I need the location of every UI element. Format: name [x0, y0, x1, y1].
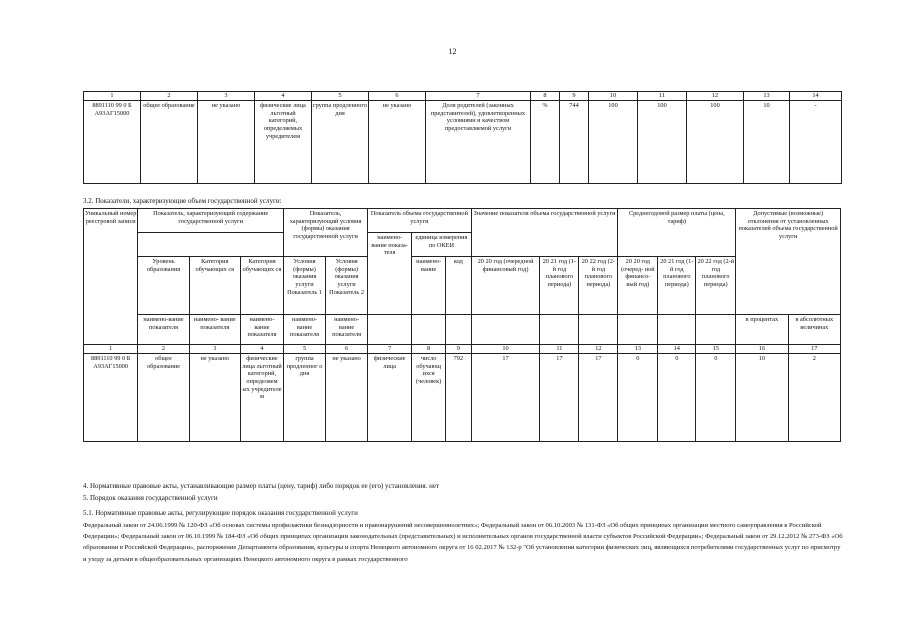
- table-cell: физические лица: [368, 354, 412, 442]
- header-education-level: Уровень образования: [138, 257, 189, 315]
- table-cell: группа продленног о дня: [284, 354, 326, 442]
- table-cell: физические лица льготный категорий, определяемых учредителем: [255, 101, 312, 184]
- header-content-spacer: [138, 233, 284, 257]
- header-absolute: в абсолютных величинах: [788, 315, 840, 345]
- col-number: 10: [589, 92, 638, 101]
- header-conditions-indicator: Показатель, характеризующий условия (формы) оказания государственной услуги: [284, 209, 368, 257]
- header-student-category-1: Категория обучающих ся: [189, 257, 240, 315]
- table-cell: 8891110 99 0 Б А93АГ15000: [84, 354, 138, 442]
- table-cell: Доля родителей (законных представителей), удовлетворенных условиями и качеством предоставляемой услуги: [426, 101, 531, 184]
- header-price-year-2020: 20 20 год (очеред- ной финансо- вый год): [618, 257, 658, 315]
- table-cell: 17: [579, 354, 618, 442]
- col-number: 3: [189, 345, 240, 354]
- col-number: 17: [788, 345, 840, 354]
- table-cell: 100: [589, 101, 638, 184]
- header-spacer: [540, 315, 579, 345]
- col-number: 4: [240, 345, 283, 354]
- header-indicator-name-3: наимено- вание показателя: [240, 315, 283, 345]
- header-year-2022: 20 22 год (2-й год планового периода): [579, 257, 618, 315]
- header-percent: в процентах: [736, 315, 788, 345]
- col-number: 15: [696, 345, 736, 354]
- header-unit-name: наимено- вание: [412, 257, 446, 315]
- table-cell: 100: [638, 101, 687, 184]
- col-number: 16: [736, 345, 788, 354]
- col-number: 9: [446, 345, 472, 354]
- table-cell: не указано: [326, 354, 368, 442]
- col-number: 7: [426, 92, 531, 101]
- col-number: 13: [744, 92, 790, 101]
- col-number: 8: [412, 345, 446, 354]
- table-cell: 2: [788, 354, 840, 442]
- header-unit-code: код: [446, 257, 472, 315]
- header-unique-number: Уникальный номер реестровой записи: [84, 209, 138, 345]
- header-spacer: [446, 315, 472, 345]
- header-content-indicator: Показатель, характеризующий содержание государственной услуги: [138, 209, 284, 233]
- col-number: 13: [618, 345, 658, 354]
- table-cell: 10: [736, 354, 788, 442]
- table-cell: -: [790, 101, 842, 184]
- header-condition-2: Условия (формы) оказания услуги Показатель 2: [326, 257, 368, 315]
- header-year-2020: 20 20 год (очередной финансовый год): [471, 257, 540, 315]
- header-spacer: [471, 315, 540, 345]
- header-year-2021: 20 21 год (1-й год планового периода): [540, 257, 579, 315]
- table-cell: 0: [658, 354, 696, 442]
- table-cell: 8891110 99 0 Б А93АГ15000: [84, 101, 141, 184]
- table-cell: 792: [446, 354, 472, 442]
- table-cell: 17: [540, 354, 579, 442]
- col-number: 10: [471, 345, 540, 354]
- table-cell: 17: [471, 354, 540, 442]
- table-cell: физические лица льготный категорий, определяем ых учредителе м: [240, 354, 283, 442]
- col-number: 2: [138, 345, 189, 354]
- header-volume-values: Значение показателя объема государственной услуги: [471, 209, 618, 257]
- col-number: 14: [658, 345, 696, 354]
- col-number: 14: [790, 92, 842, 101]
- header-indicator-name-2: наимено- вание показателя: [189, 315, 240, 345]
- table-cell: общее образование: [138, 354, 189, 442]
- header-indicator-name-1: наимено-вание показателя: [138, 315, 189, 345]
- table-cell: общее образование: [141, 101, 198, 184]
- col-number: 8: [531, 92, 560, 101]
- col-number: 5: [284, 345, 326, 354]
- header-indicator-name-4: наимено- вание показателя: [284, 315, 326, 345]
- table-cell: не указано: [369, 101, 426, 184]
- header-spacer: [579, 315, 618, 345]
- table-cell: число обучающ ихся (человек): [412, 354, 446, 442]
- table-cell: 744: [560, 101, 589, 184]
- table-cell: 100: [687, 101, 744, 184]
- col-number: 12: [687, 92, 744, 101]
- col-number: 4: [255, 92, 312, 101]
- header-unit-okei: единица измерения по ОКЕИ: [412, 233, 471, 257]
- header-indicator-name-5: наимено- вание показателя: [326, 315, 368, 345]
- quality-indicators-table: [83, 91, 842, 184]
- col-number: 6: [369, 92, 426, 101]
- section-5: 5. Порядок оказания государственной услуги: [83, 494, 218, 502]
- table-cell: не указано: [189, 354, 240, 442]
- table-row: [84, 354, 841, 442]
- header-spacer: [618, 315, 658, 345]
- section-5-1: 5.1. Нормативные правовые акты, регулирующие порядок оказания государственной услуги: [83, 509, 358, 517]
- table-cell: 0: [618, 354, 658, 442]
- col-number: 12: [579, 345, 618, 354]
- table-cell: группа продленного дня: [312, 101, 369, 184]
- col-number: 5: [312, 92, 369, 101]
- header-condition-1: Условия (формы) оказания услуги Показатель 1: [284, 257, 326, 315]
- section-4: 4. Нормативные правовые акты, устанавливающие размер платы (цену, тариф) либо порядок ее (его) установления. нет: [83, 482, 440, 490]
- header-price-year-2022: 20 22 год (2-й год планового периода): [696, 257, 736, 315]
- header-indicator-name: наимено- вание показа- теля: [368, 233, 412, 315]
- col-number: 1: [84, 345, 138, 354]
- col-number: 7: [368, 345, 412, 354]
- col-number: 6: [326, 345, 368, 354]
- table-cell: 10: [744, 101, 790, 184]
- header-allowed-deviation: Допустимые (возможные) отклонения от установленных показателей объема государственной услуги: [736, 209, 841, 315]
- col-number: 1: [84, 92, 141, 101]
- volume-indicators-table: [83, 208, 841, 442]
- page-number: 12: [448, 47, 457, 56]
- header-student-category-2: Категория обучающих ся: [240, 257, 283, 315]
- section-3-2-title: 3.2. Показатели, характеризующие объем государственной услуги:: [83, 197, 282, 205]
- table-row: [84, 101, 842, 184]
- section-5-1-text: Федеральный закон от 24.06.1999 № 120-ФЗ «Об основах системы профилактики безнадзорности и правонарушений несовершеннолетних»; Федеральный закон от 06.10.2003 № 131-ФЗ «Об общих принципах организации местного самоуправления в Российской Федерации»; Федеральный закон от 06.10.1999 № 184-ФЗ «Об общих принципах организации законодательных (представительных) и исполнительных органов государственной власти субъектов Российской Федерации»; Федеральный закон от 29.12.2012 № 273-ФЗ «Об образовании в Российской Федерации», распоряжение Департамента образования, культуры и спорта Ненецкого автономного округа от 16 02.2017 № 132-р "Об установлении категории физических лиц, являющихся потребителями государственных услуг по присмотру и уходу за детьми в общеобразовательных организациях Ненецкого автономного округа в рамках государственного: [83, 522, 843, 563]
- table-cell: не указано: [198, 101, 255, 184]
- header-price-year-2021: 20 21 год (1-й год планового периода): [658, 257, 696, 315]
- header-spacer: [658, 315, 696, 345]
- header-average-price: Среднегодовой размер платы (цена, тариф): [618, 209, 736, 257]
- col-number: 2: [141, 92, 198, 101]
- col-number: 9: [560, 92, 589, 101]
- header-spacer: [412, 315, 446, 345]
- table-cell: 0: [696, 354, 736, 442]
- column-number-row: [84, 92, 842, 101]
- col-number: 11: [638, 92, 687, 101]
- header-volume-indicator: Показатель объема государственной услуги: [368, 209, 472, 233]
- column-number-row: [84, 345, 841, 354]
- header-spacer: [696, 315, 736, 345]
- header-spacer: [368, 315, 412, 345]
- table-cell: %: [531, 101, 560, 184]
- col-number: 11: [540, 345, 579, 354]
- col-number: 3: [198, 92, 255, 101]
